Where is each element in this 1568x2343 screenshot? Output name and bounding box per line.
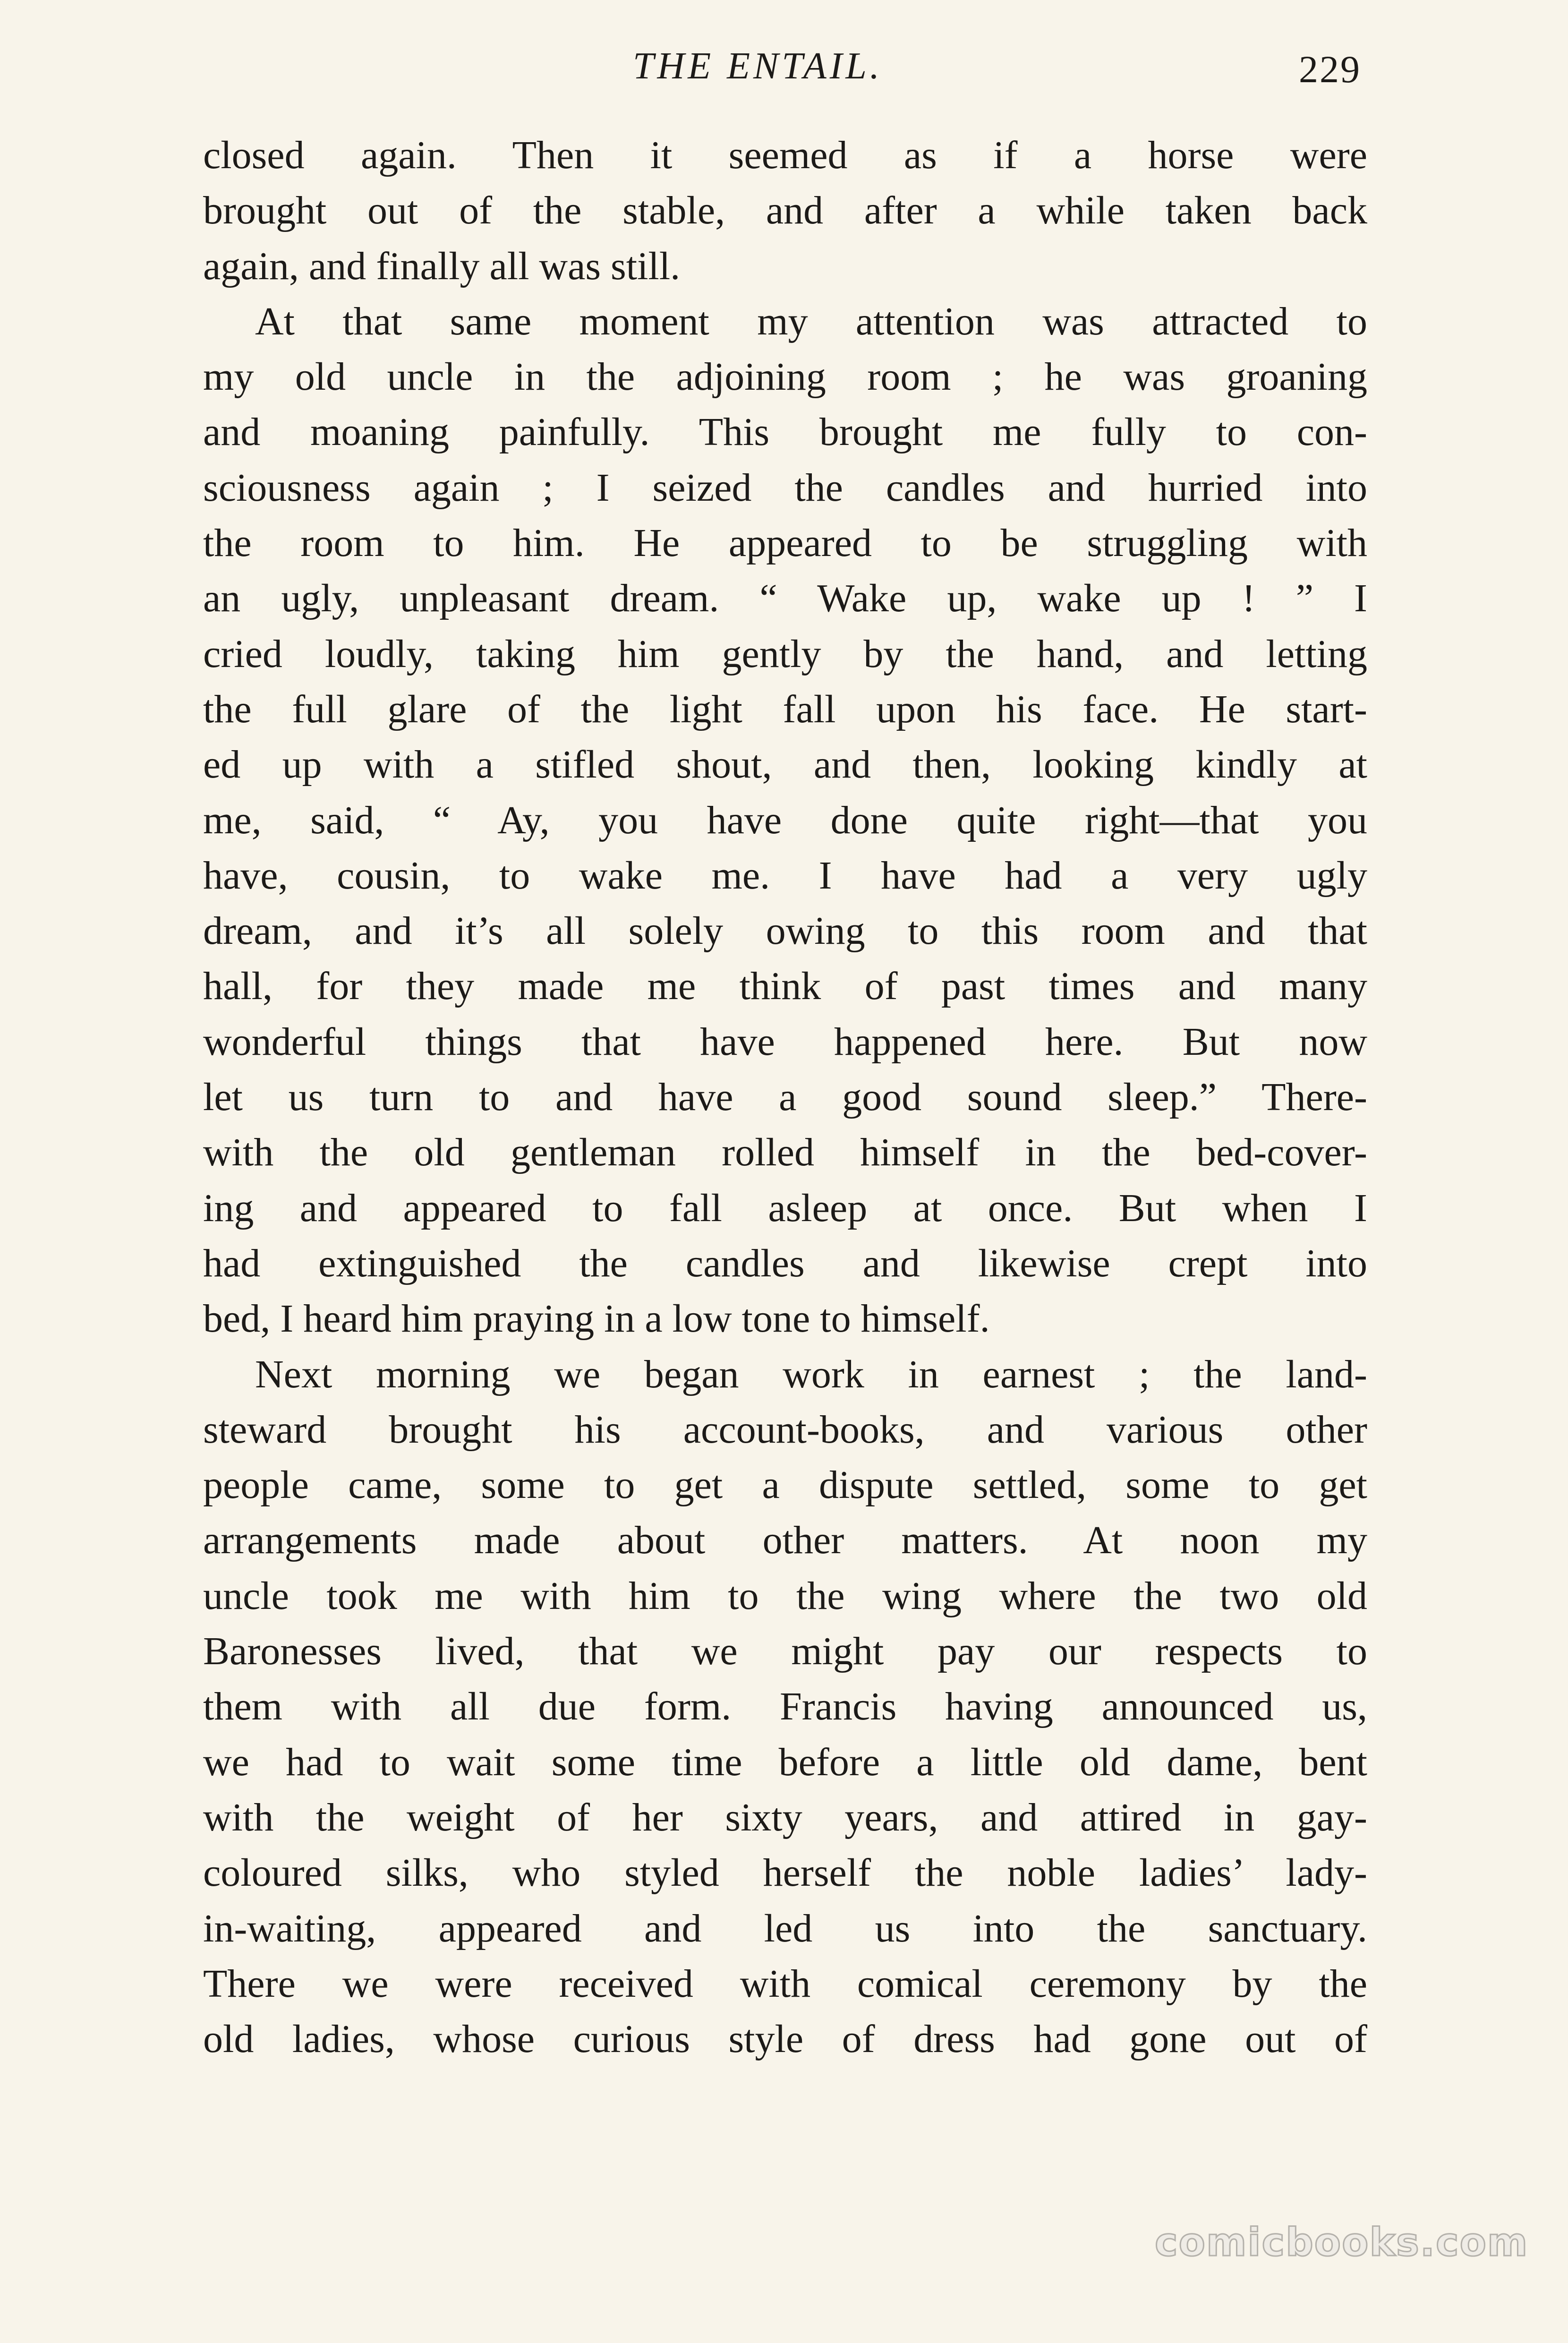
text-line: wonderful things that have happened here. But now (203, 1019, 1367, 1064)
text-line: people came, some to get a dispute settled, some to get (203, 1463, 1367, 1507)
text-line: we had to wait some time before a little old dame, bent (203, 1740, 1367, 1784)
text-line: again, and finally all was still. (203, 244, 681, 288)
body-text (203, 128, 1367, 2067)
text-line: At that same moment my attention was attracted to (255, 299, 1367, 343)
page-number: 229 (1299, 48, 1361, 91)
text-line: dream, and it’s all solely owing to this room and that (203, 909, 1367, 953)
text-line: them with all due form. Francis having announced us, (203, 1685, 1367, 1729)
text-line: bed, I heard him praying in a low tone to himself. (203, 1297, 990, 1341)
text-line: brought out of the stable, and after a while taken back (203, 188, 1367, 233)
text-line: have, cousin, to wake me. I have had a very ugly (203, 853, 1367, 898)
watermark-logo: comicbooks.com (1155, 2220, 1529, 2265)
text-line: my old uncle in the adjoining room ; he was groaning (203, 355, 1367, 399)
text-line: Baronesses lived, that we might pay our respects to (203, 1629, 1367, 1674)
running-title: THE ENTAIL. (633, 45, 883, 87)
text-line: ed up with a stifled shout, and then, looking kindly at (203, 743, 1367, 787)
text-line: let us turn to and have a good sound sleep.” There- (203, 1075, 1367, 1120)
text-line: with the weight of her sixty years, and attired in gay- (203, 1795, 1367, 1839)
text-line: ing and appeared to fall asleep at once. But when I (203, 1186, 1367, 1230)
text-line: with the old gentleman rolled himself in the bed-cover- (203, 1130, 1367, 1175)
text-line: steward brought his account-books, and various other (203, 1407, 1367, 1452)
text-line: me, said, “ Ay, you have done quite right—that you (203, 798, 1367, 842)
text-line: old ladies, whose curious style of dress had gone out of (203, 2017, 1367, 2061)
text-line: an ugly, unpleasant dream. “ Wake up, wake up ! ” I (203, 576, 1367, 621)
text-line: the full glare of the light fall upon his face. He start- (203, 687, 1367, 731)
text-line: and moaning painfully. This brought me fully to con- (203, 410, 1367, 454)
text-line: in-waiting, appeared and led us into the sanctuary. (203, 1906, 1367, 1950)
text-line: Next morning we began work in earnest ; the land- (255, 1352, 1367, 1396)
text-line: sciousness again ; I seized the candles and hurried into (203, 465, 1367, 510)
text-line: coloured silks, who styled herself the noble ladies’ lady- (203, 1851, 1367, 1895)
text-line: arrangements made about other matters. At noon my (203, 1518, 1367, 1563)
text-line: the room to him. He appeared to be struggling with (203, 521, 1367, 565)
text-line: cried loudly, taking him gently by the hand, and letting (203, 632, 1367, 676)
text-line: closed again. Then it seemed as if a horse were (203, 133, 1367, 177)
text-line: There we were received with comical ceremony by the (203, 1961, 1367, 2006)
text-line: uncle took me with him to the wing where the two old (203, 1573, 1367, 1618)
text-line: had extinguished the candles and likewise crept into (203, 1241, 1367, 1285)
text-line: hall, for they made me think of past times and many (203, 964, 1367, 1009)
